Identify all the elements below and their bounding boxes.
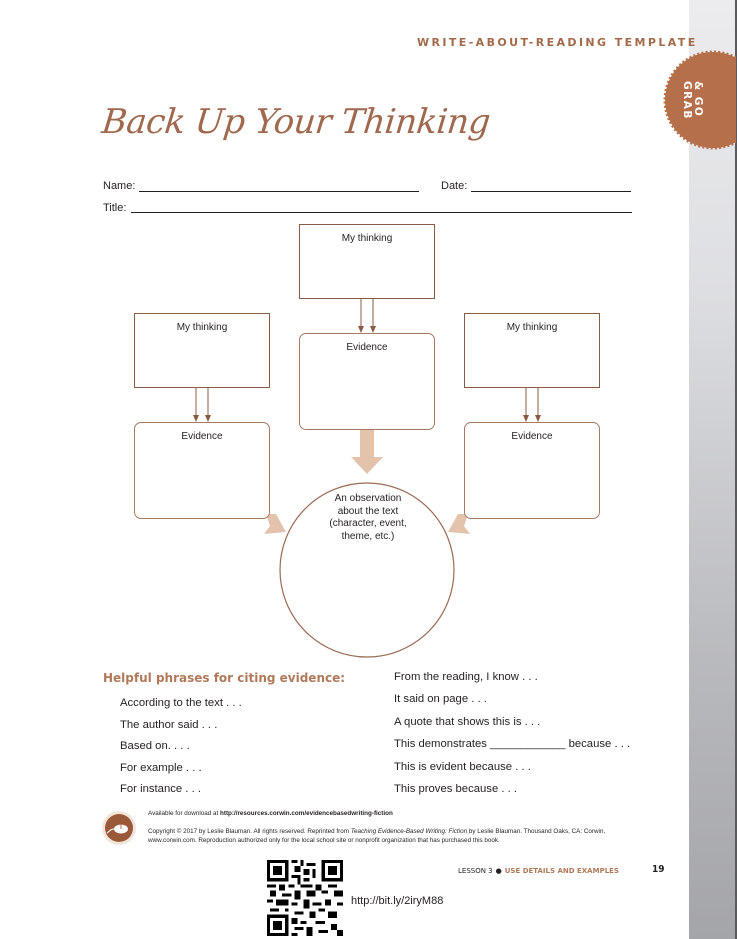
lesson-label: LESSON 3: [458, 867, 493, 875]
left-evidence-box[interactable]: [134, 422, 270, 519]
phrase-item: This demonstrates ____________ because . . .: [394, 738, 631, 750]
badge-line-1: GRAB: [681, 81, 693, 120]
phrase-item: For example . . .: [120, 762, 202, 774]
right-thinking-box[interactable]: [464, 313, 600, 388]
copyright-notice: [148, 828, 633, 845]
left-thinking-label: My thinking: [176, 322, 228, 333]
page-title: Back Up Your Thinking: [99, 102, 492, 142]
observation-circle-label: [318, 493, 418, 543]
right-evidence-label: Evidence: [511, 431, 553, 442]
download-prefix: Available for download at: [148, 810, 220, 817]
top-thinking-label: My thinking: [341, 233, 393, 244]
lesson-title: USE DETAILS AND EXAMPLES: [504, 867, 619, 875]
page-number: 19: [652, 864, 665, 875]
circle-line-1: An observation: [334, 493, 402, 504]
left-evidence-label: Evidence: [181, 431, 223, 442]
center-evidence-label: Evidence: [346, 342, 388, 353]
download-link[interactable]: http://resources.corwin.com/evidencebasedwriting-fiction: [220, 810, 393, 817]
phrase-item: It said on page . . .: [394, 693, 487, 705]
left-thinking-box[interactable]: [134, 313, 270, 388]
title-label: Title:: [103, 202, 127, 214]
phrase-item: According to the text . . .: [120, 697, 242, 709]
phrase-item: A quote that shows this is . . .: [394, 716, 541, 728]
qr-url-link[interactable]: http://bit.ly/2iryM88: [351, 895, 444, 907]
download-notice: [148, 810, 393, 817]
date-label: Date:: [441, 180, 468, 192]
download-mouse-icon: [101, 810, 137, 846]
section-kicker: WRITE-ABOUT-READING TEMPLATE: [417, 36, 698, 49]
badge-line-2: & GO: [692, 81, 704, 118]
lesson-footer: [458, 867, 619, 875]
phrase-item: Based on. . . .: [120, 740, 190, 752]
right-evidence-box[interactable]: [464, 422, 600, 519]
phrase-item: The author said . . .: [120, 719, 218, 731]
name-label: Name:: [103, 180, 136, 192]
right-thinking-label: My thinking: [506, 322, 558, 333]
circle-line-2: about the text: [337, 505, 399, 517]
phrase-item: This is evident because . . .: [394, 761, 531, 773]
circle-line-3: (character, event,: [329, 518, 407, 529]
copyright-part-2: by Leslie Blauman. Thousand Oaks, CA: Corwin, www.corwin.com. Reproduction authorized only for the local school site or nonprofit organization that has purchased this book.: [148, 828, 606, 844]
circle-line-4: theme, etc.): [341, 530, 395, 542]
book-title: Teaching Evidence-Based Writing: Fiction: [350, 828, 468, 835]
bullet-icon: ●: [495, 867, 502, 875]
top-thinking-box[interactable]: [299, 224, 435, 299]
phrase-item: This proves because . . .: [394, 783, 518, 795]
center-evidence-box[interactable]: [299, 333, 435, 430]
phrases-heading: Helpful phrases for citing evidence:: [103, 671, 346, 685]
qr-code-icon[interactable]: [267, 860, 343, 936]
phrase-item: From the reading, I know . . .: [394, 671, 538, 683]
copyright-part-1: Copyright © 2017 by Leslie Blauman. All rights reserved. Reprinted from: [148, 828, 351, 835]
phrase-item: For instance . . .: [120, 783, 201, 795]
